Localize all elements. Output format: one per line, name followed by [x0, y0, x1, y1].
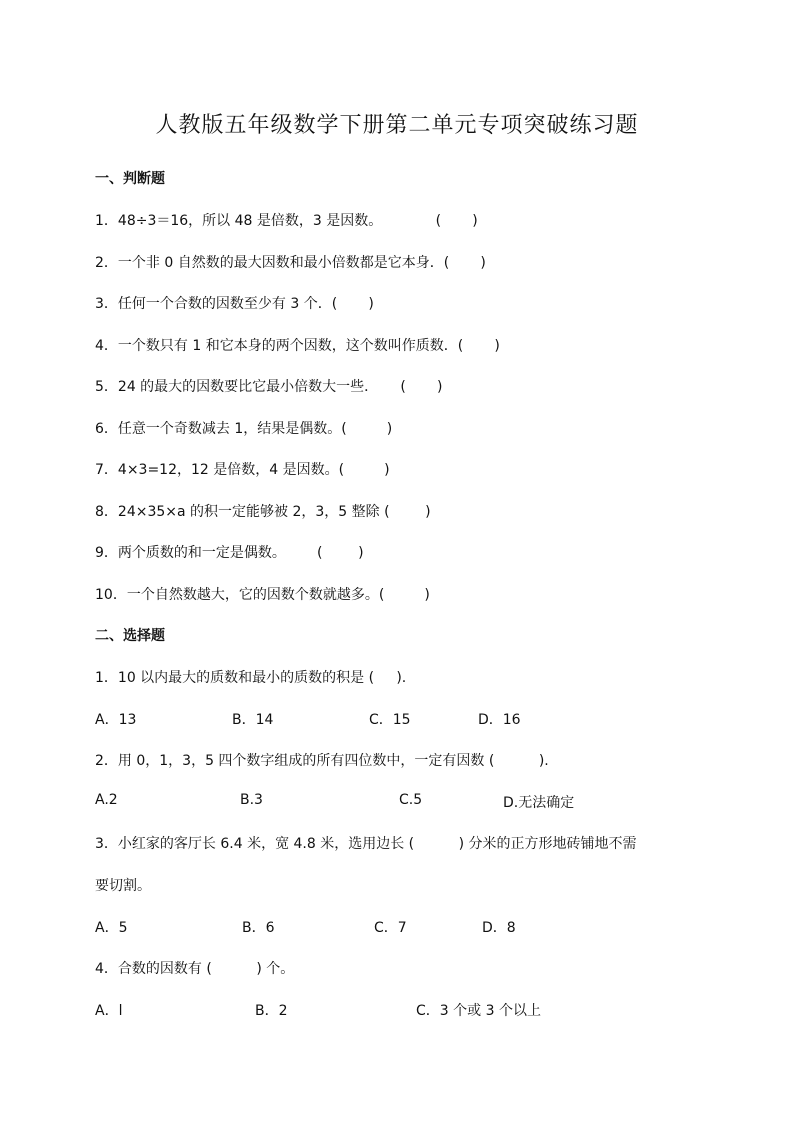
judge-item-9: 9．两个质数的和一定是偶数。 ( )	[95, 545, 364, 561]
choice-3-option-d: D．8	[482, 920, 516, 936]
choice-3-option-c: C．7	[374, 920, 407, 936]
choice-question-3-continued: 要切割。	[95, 878, 151, 894]
judge-item-5: 5．24 的最大的因数要比它最小倍数大一些． ( )	[95, 379, 443, 395]
judge-item-1: 1．48÷3＝16，所以 48 是倍数，3 是因数。 ( )	[95, 213, 478, 229]
judge-item-8: 8．24×35×a 的积一定能够被 2，3，5 整除 ( )	[95, 504, 431, 520]
choice-3-option-b: B．6	[242, 920, 275, 936]
judge-item-4: 4．一个数只有 1 和它本身的两个因数，这个数叫作质数．( )	[95, 338, 500, 354]
section-heading-judge: 一、判断题	[95, 171, 165, 187]
choice-question-4: 4．合数的因数有 ( ) 个。	[95, 961, 295, 977]
choice-question-3: 3．小红家的客厅长 6.4 米，宽 4.8 米，选用边长 ( ) 分米的正方形地砖铺地不需	[95, 836, 637, 852]
choice-3-option-a: A．5	[95, 920, 128, 936]
choice-question-2: 2．用 0，1，3，5 四个数字组成的所有四位数中，一定有因数 ( ).	[95, 753, 549, 769]
choice-1-option-c: C．15	[369, 712, 411, 728]
choice-4-option-a: A．l	[95, 1003, 123, 1019]
choice-2-option-d: D.无法确定	[503, 795, 575, 811]
choice-4-option-b: B．2	[255, 1003, 288, 1019]
choice-question-1: 1．10 以内最大的质数和最小的质数的积是 ( ).	[95, 670, 407, 686]
judge-item-10: 10．一个自然数越大，它的因数个数就越多。( )	[95, 587, 430, 603]
choice-1-option-a: A．13	[95, 712, 137, 728]
choice-2-option-c: C.5	[399, 792, 423, 808]
choice-4-option-c: C．3 个或 3 个以上	[416, 1003, 541, 1019]
choice-1-option-d: D．16	[478, 712, 521, 728]
choice-1-option-b: B．14	[232, 712, 274, 728]
choice-2-option-b: B.3	[240, 792, 263, 808]
judge-item-2: 2．一个非 0 自然数的最大因数和最小倍数都是它本身．( )	[95, 255, 486, 271]
choice-2-option-a: A.2	[95, 792, 118, 808]
judge-item-6: 6．任意一个奇数减去 1，结果是偶数。( )	[95, 421, 393, 437]
page-title: 人教版五年级数学下册第二单元专项突破练习题	[155, 113, 639, 138]
judge-item-7: 7．4×3=12，12 是倍数，4 是因数。( )	[95, 462, 390, 478]
section-heading-choice: 二、选择题	[95, 628, 165, 644]
judge-item-3: 3．任何一个合数的因数至少有 3 个．( )	[95, 296, 374, 312]
